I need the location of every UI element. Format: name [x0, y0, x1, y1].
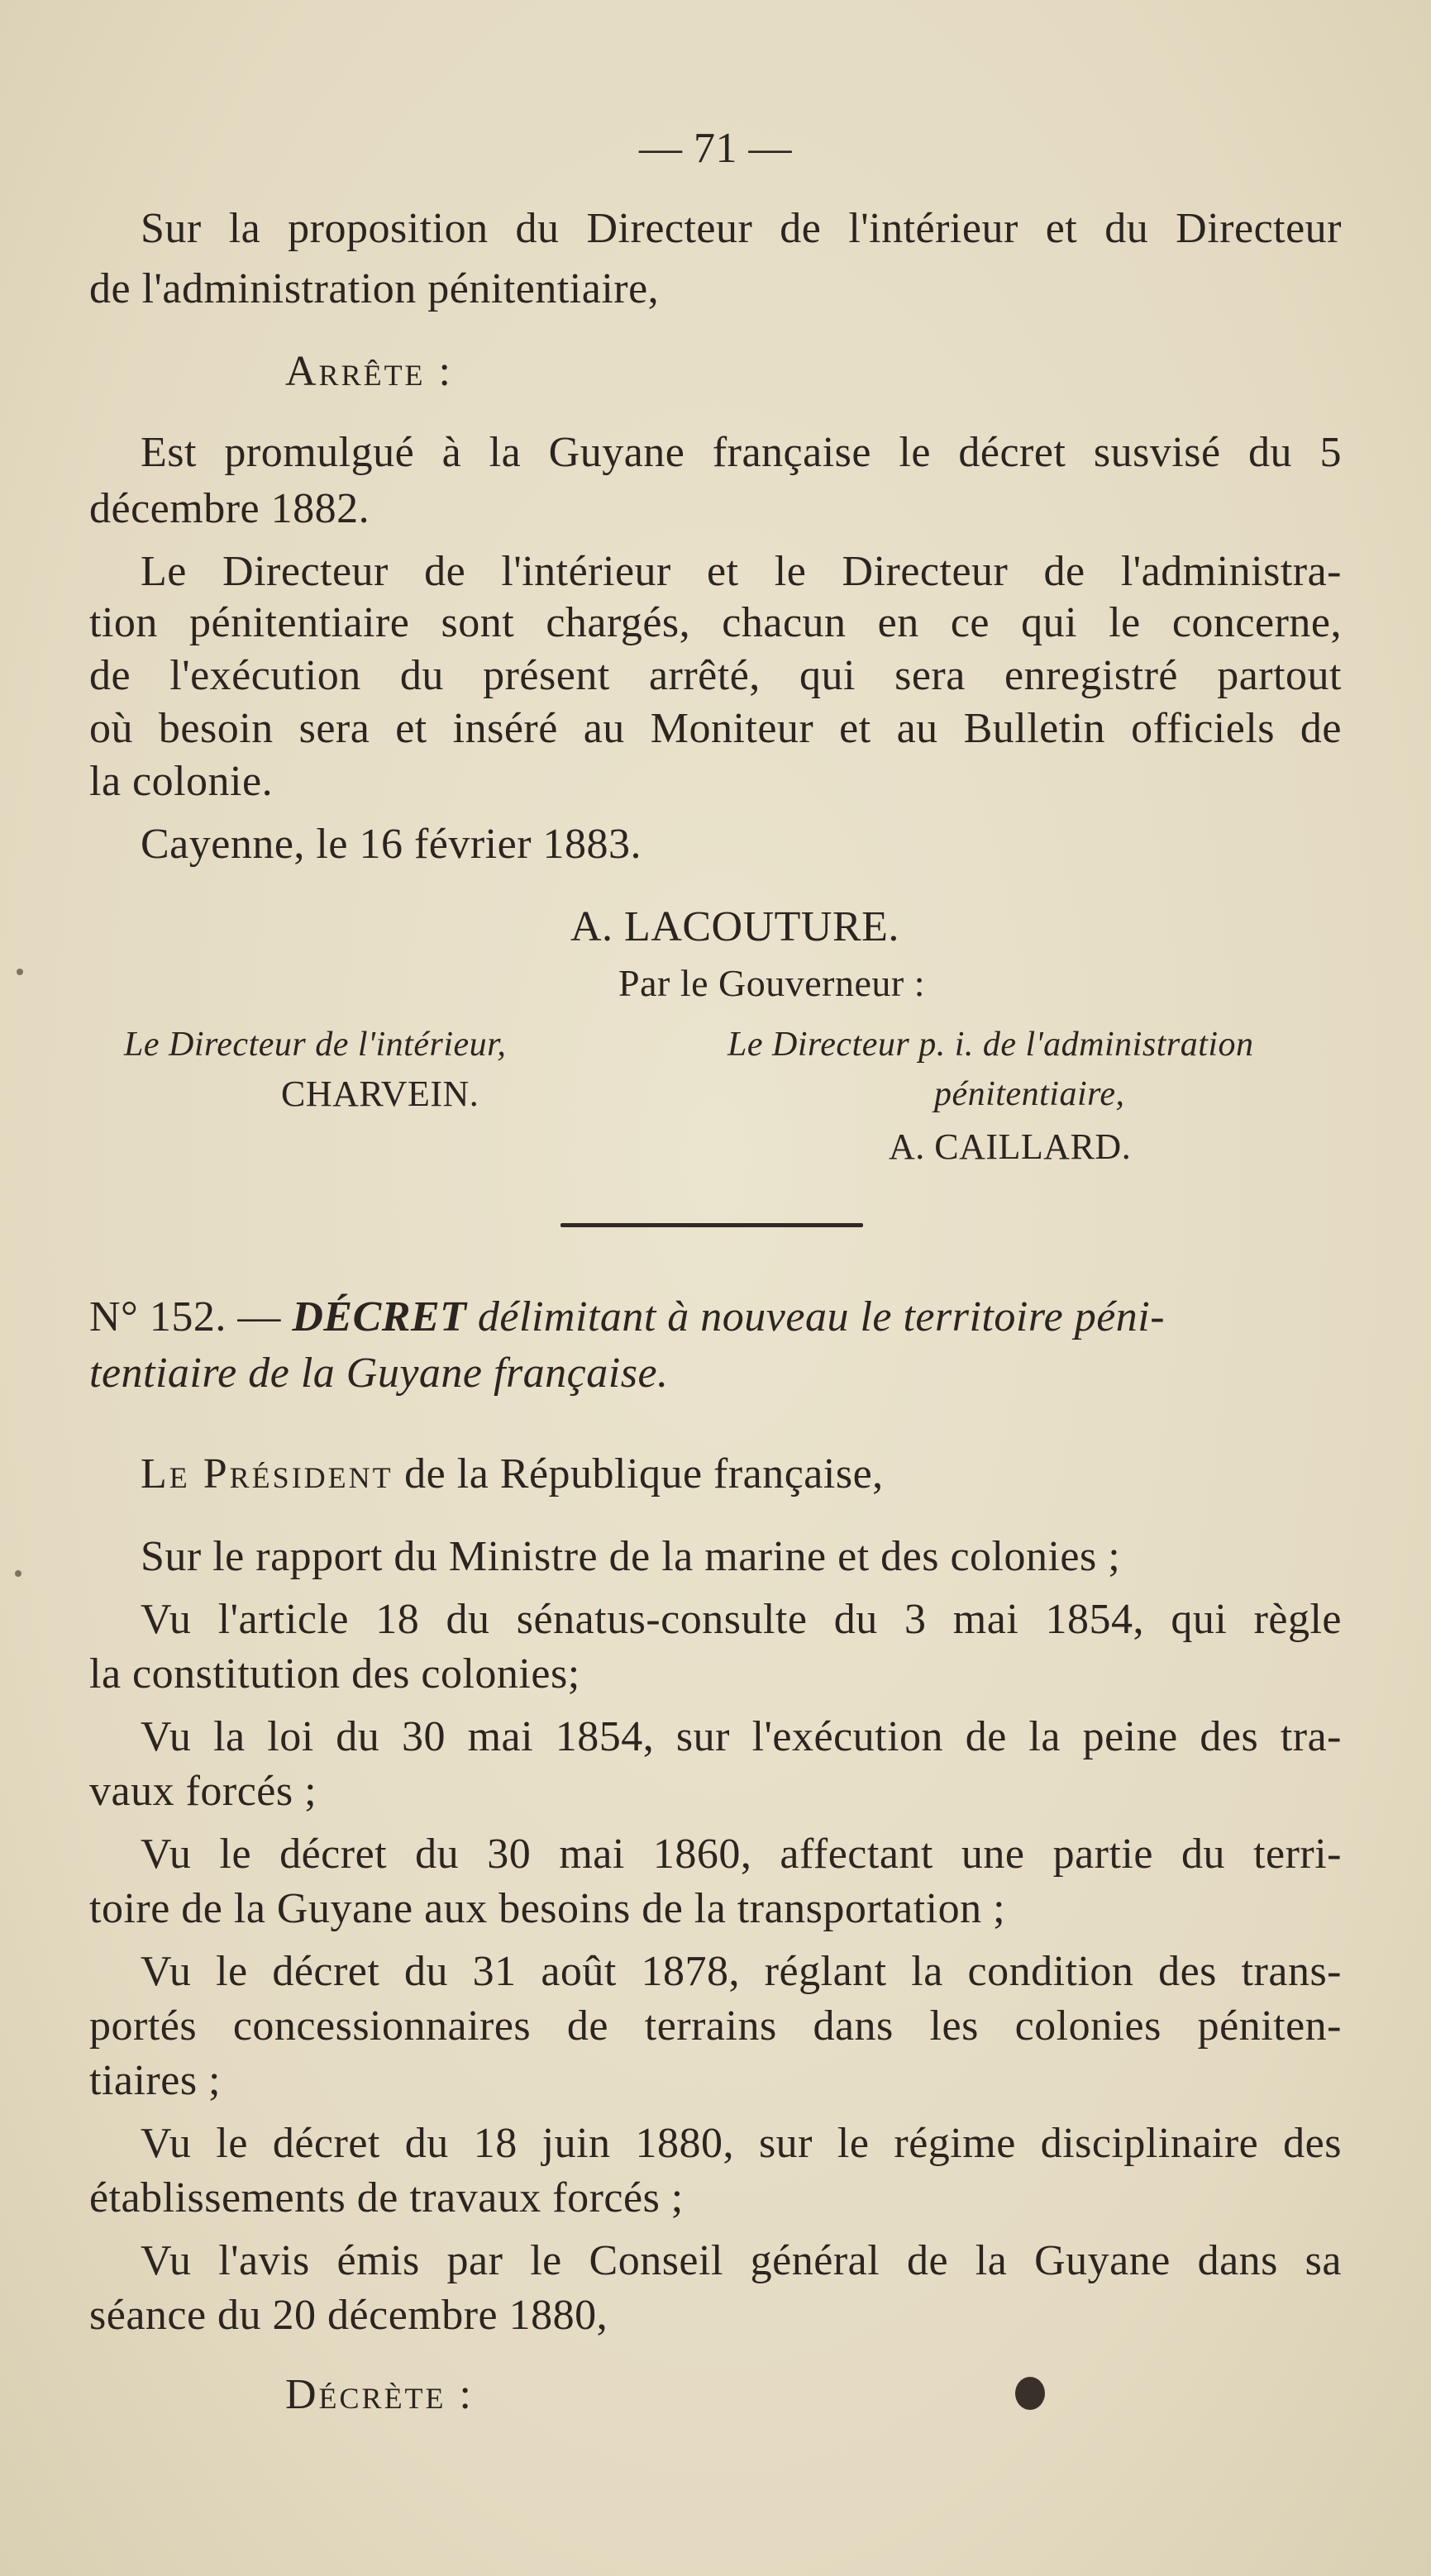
text-line: vaux forcés ; — [89, 1768, 317, 1815]
president-rest: de la République française, — [404, 1450, 884, 1498]
decree-title: délimitant à nouveau le territoire péni- — [477, 1293, 1166, 1340]
decrete-heading: Décrète : — [285, 2371, 474, 2418]
text-line: la colonie. — [89, 758, 274, 805]
text-line: Vu le décret du 18 juin 1880, sur le régime disciplinaire des — [141, 2120, 1342, 2167]
text-line: Vu le décret du 30 mai 1860, affectant une partie du terri- — [141, 1831, 1342, 1878]
text-line: Sur le rapport du Ministre de la marine et des colonies ; — [141, 1533, 1121, 1580]
text-line: tiaires ; — [89, 2057, 222, 2104]
text-line: où besoin sera et inséré au Moniteur et au Bulletin officiels de — [89, 705, 1342, 752]
left-signature-title: Le Directeur de l'intérieur, — [124, 1026, 507, 1064]
arrete-heading: Arrête : — [285, 348, 453, 395]
decree-title: tentiaire de la Guyane française. — [89, 1350, 669, 1397]
text-line: Vu la loi du 30 mai 1854, sur l'exécution de la peine des tra- — [141, 1713, 1342, 1760]
date-line: Cayenne, le 16 février 1883. — [141, 821, 642, 868]
speck-icon — [15, 1570, 21, 1577]
signatory-name: A. LACOUTURE. — [570, 903, 899, 950]
text-line: établissements de travaux forcés ; — [89, 2174, 684, 2221]
text-line: portés concessionnaires de terrains dans les colonies péniten- — [89, 2002, 1342, 2050]
right-signature-title: pénitentiaire, — [934, 1075, 1125, 1113]
page-number: — 71 — — [639, 125, 792, 172]
par-gouverneur: Par le Gouverneur : — [618, 962, 925, 1004]
text-line: Le Directeur de l'intérieur et le Directeur de l'administra- — [141, 548, 1342, 595]
text-line: toire de la Guyane aux besoins de la transportation ; — [89, 1885, 1006, 1932]
text-line: décembre 1882. — [89, 485, 370, 532]
decree-word: DÉCRET — [292, 1293, 467, 1340]
text-line: la constitution des colonies; — [89, 1650, 580, 1697]
text-line: de l'exécution du présent arrêté, qui sera enregistré partout — [89, 652, 1342, 699]
text-line: Est promulgué à la Guyane française le décret susvisé du 5 — [141, 429, 1342, 476]
ink-blot-icon — [1015, 2377, 1045, 2410]
text-line: Vu le décret du 31 août 1878, réglant la condition des trans- — [141, 1948, 1342, 1995]
right-signature-name: A. CAILLARD. — [889, 1126, 1132, 1167]
text-line: tion pénitentiaire sont chargés, chacun en ce qui le concerne, — [89, 599, 1342, 646]
decree-number: N° 152. — — [89, 1293, 281, 1340]
text-line: Vu l'article 18 du sénatus-consulte du 3 mai 1854, qui règle — [141, 1596, 1342, 1643]
president-smallcaps: Le Président — [141, 1450, 394, 1498]
section-divider — [560, 1223, 863, 1227]
text-line: séance du 20 décembre 1880, — [89, 2292, 608, 2339]
text-line: Vu l'avis émis par le Conseil général de la Guyane dans sa — [141, 2237, 1342, 2284]
left-signature-name: CHARVEIN. — [281, 1074, 479, 1114]
president-line — [141, 1448, 884, 1501]
speck-icon — [17, 969, 23, 975]
decree-heading — [89, 1291, 1165, 1344]
right-signature-title: Le Directeur p. i. de l'administration — [727, 1026, 1254, 1064]
text-line: de l'administration pénitentiaire, — [89, 265, 660, 312]
text-line: Sur la proposition du Directeur de l'intérieur et du Directeur — [141, 205, 1342, 252]
